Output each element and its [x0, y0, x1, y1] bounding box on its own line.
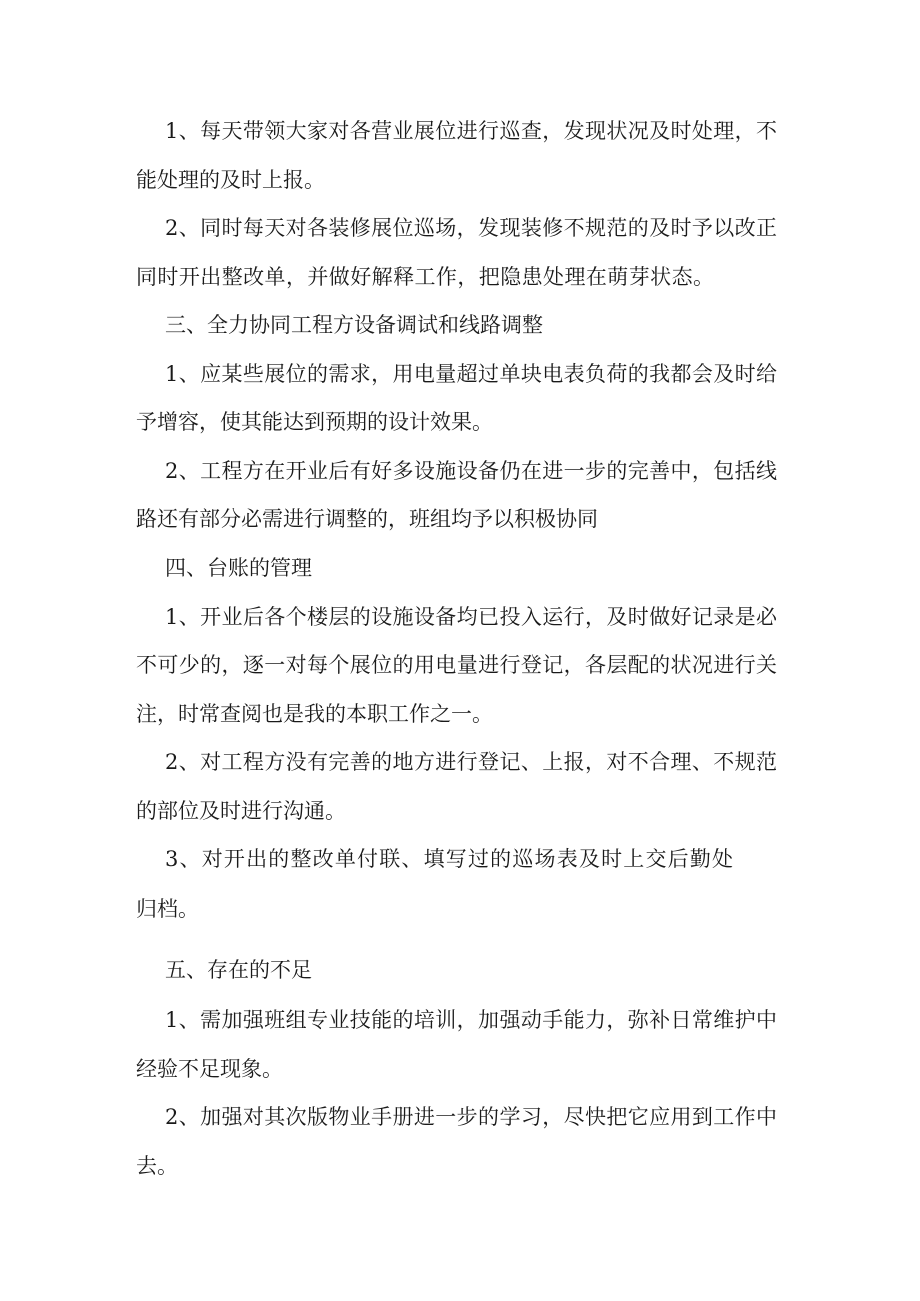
text-line: 1、需加强班组专业技能的培训，加强动手能力，弥补日常维护中 [165, 1008, 777, 1032]
text-line: 路还有部分必需进行调整的，班组均予以积极协同 [136, 507, 598, 531]
text-line: 3、对开出的整改单付联、填写过的巡场表及时上交后勤处 [165, 847, 733, 871]
text-line: 能处理的及时上报。 [136, 168, 325, 192]
text-line: 1、每天带领大家对各营业展位进行巡查，发现状况及时处理，不 [165, 119, 777, 143]
text-line: 去。 [136, 1154, 178, 1178]
text-line: 同时开出整改单，并做好解释工作，把隐患处理在萌芽状态。 [136, 265, 714, 289]
text-line: 2、对工程方没有完善的地方进行登记、上报，对不合理、不规范 [165, 750, 777, 774]
text-line: 1、应某些展位的需求，用电量超过单块电表负荷的我都会及时给 [165, 362, 777, 386]
text-line: 归档。 [136, 897, 199, 921]
text-line: 1、开业后各个楼层的设施设备均已投入运行，及时做好记录是必 [165, 605, 777, 629]
text-line: 的部位及时进行沟通。 [136, 799, 346, 823]
text-line: 注，时常查阅也是我的本职工作之一。 [136, 702, 493, 726]
section-heading: 三、全力协同工程方设备调试和线路调整 [165, 313, 543, 337]
section-heading: 五、存在的不足 [165, 958, 312, 982]
text-line: 2、同时每天对各装修展位巡场，发现装修不规范的及时予以改正 [165, 216, 777, 240]
text-line: 2、加强对其次版物业手册进一步的学习，尽快把它应用到工作中 [165, 1105, 777, 1129]
text-line: 不可少的，逐一对每个展位的用电量进行登记，各层配的状况进行关 [136, 653, 777, 677]
section-heading: 四、台账的管理 [165, 556, 312, 580]
text-line: 经验不足现象。 [136, 1057, 283, 1081]
text-line: 2、工程方在开业后有好多设施设备仍在进一步的完善中，包括线 [165, 459, 777, 483]
text-line: 予增容，使其能达到预期的设计效果。 [136, 410, 493, 434]
